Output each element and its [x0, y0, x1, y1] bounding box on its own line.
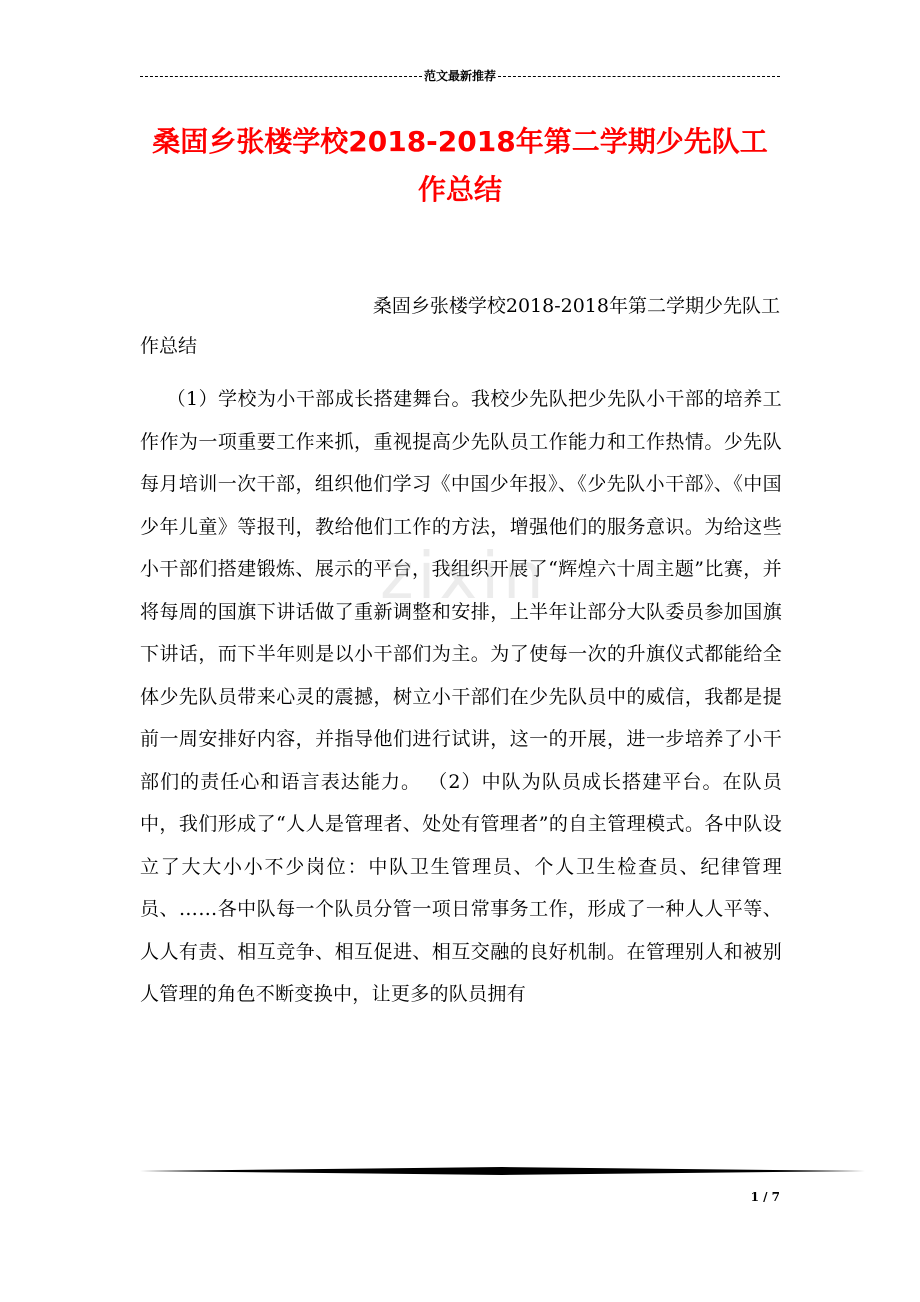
subtitle-line-1: 桑固乡张楼学校2018-2018年第二学期少先队工	[372, 295, 780, 317]
footer-rule	[140, 1166, 865, 1176]
document-title: 桑固乡张楼学校2018-2018年第二学期少先队工作总结	[152, 125, 768, 206]
header-label: 范文最新推荐	[424, 69, 497, 83]
subtitle-line-2: 作总结	[140, 335, 198, 357]
page-number: 1 / 7	[750, 1190, 780, 1204]
watermark: zixin	[380, 540, 548, 614]
body-paragraph: （1）学校为小干部成长搭建舞台。我校少先队把少先队小干部的培养工作作为一项重要工作来抓，重视提高少先队员工作能力和工作热情。少先队每月培训一次干部，组织他们学习《中国少年报》、《少先队小干部》、《中国少年儿童》等报刊，教给他们工作的方法，增强他们的服务意识。为给这些小干部们搭建锻炼、展示的平台，我组织开展了“辉煌六十周主题”比赛，并将每周的国旗下讲话做了重新调整和安排，上半年让部分大队委员参加国旗下讲话，而下半年则是以小干部们为主。为了使每一次的升旗仪式都能给全体少先队员带来心灵的震撼，树立小干部们在少先队员中的威信，我都是提前一周安排好内容，并指导他们进行试讲，这一的开展，进一步培养了小干部们的责任心和语言表达能力。 （2）中队为队员成长搭建平台。在队员中，我们形成了“人人是管理者、处处有管理者”的自主管理模式。各中队设立了大大小小不少岗位：中队卫生管理员、个人卫生检查员、纪律管理员、……各中队每一个队员分管一项日常事务工作，形成了一种人人平等、人人有责、相互竞争、相互促进、相互交融的良好机制。在管理别人和被别人管理的角色不断变换中，让更多的队员拥有	[140, 388, 782, 1005]
header-dashes-left	[140, 76, 422, 77]
page-header	[140, 66, 780, 86]
subtitle	[140, 286, 780, 366]
header-dashes-right	[498, 76, 780, 77]
